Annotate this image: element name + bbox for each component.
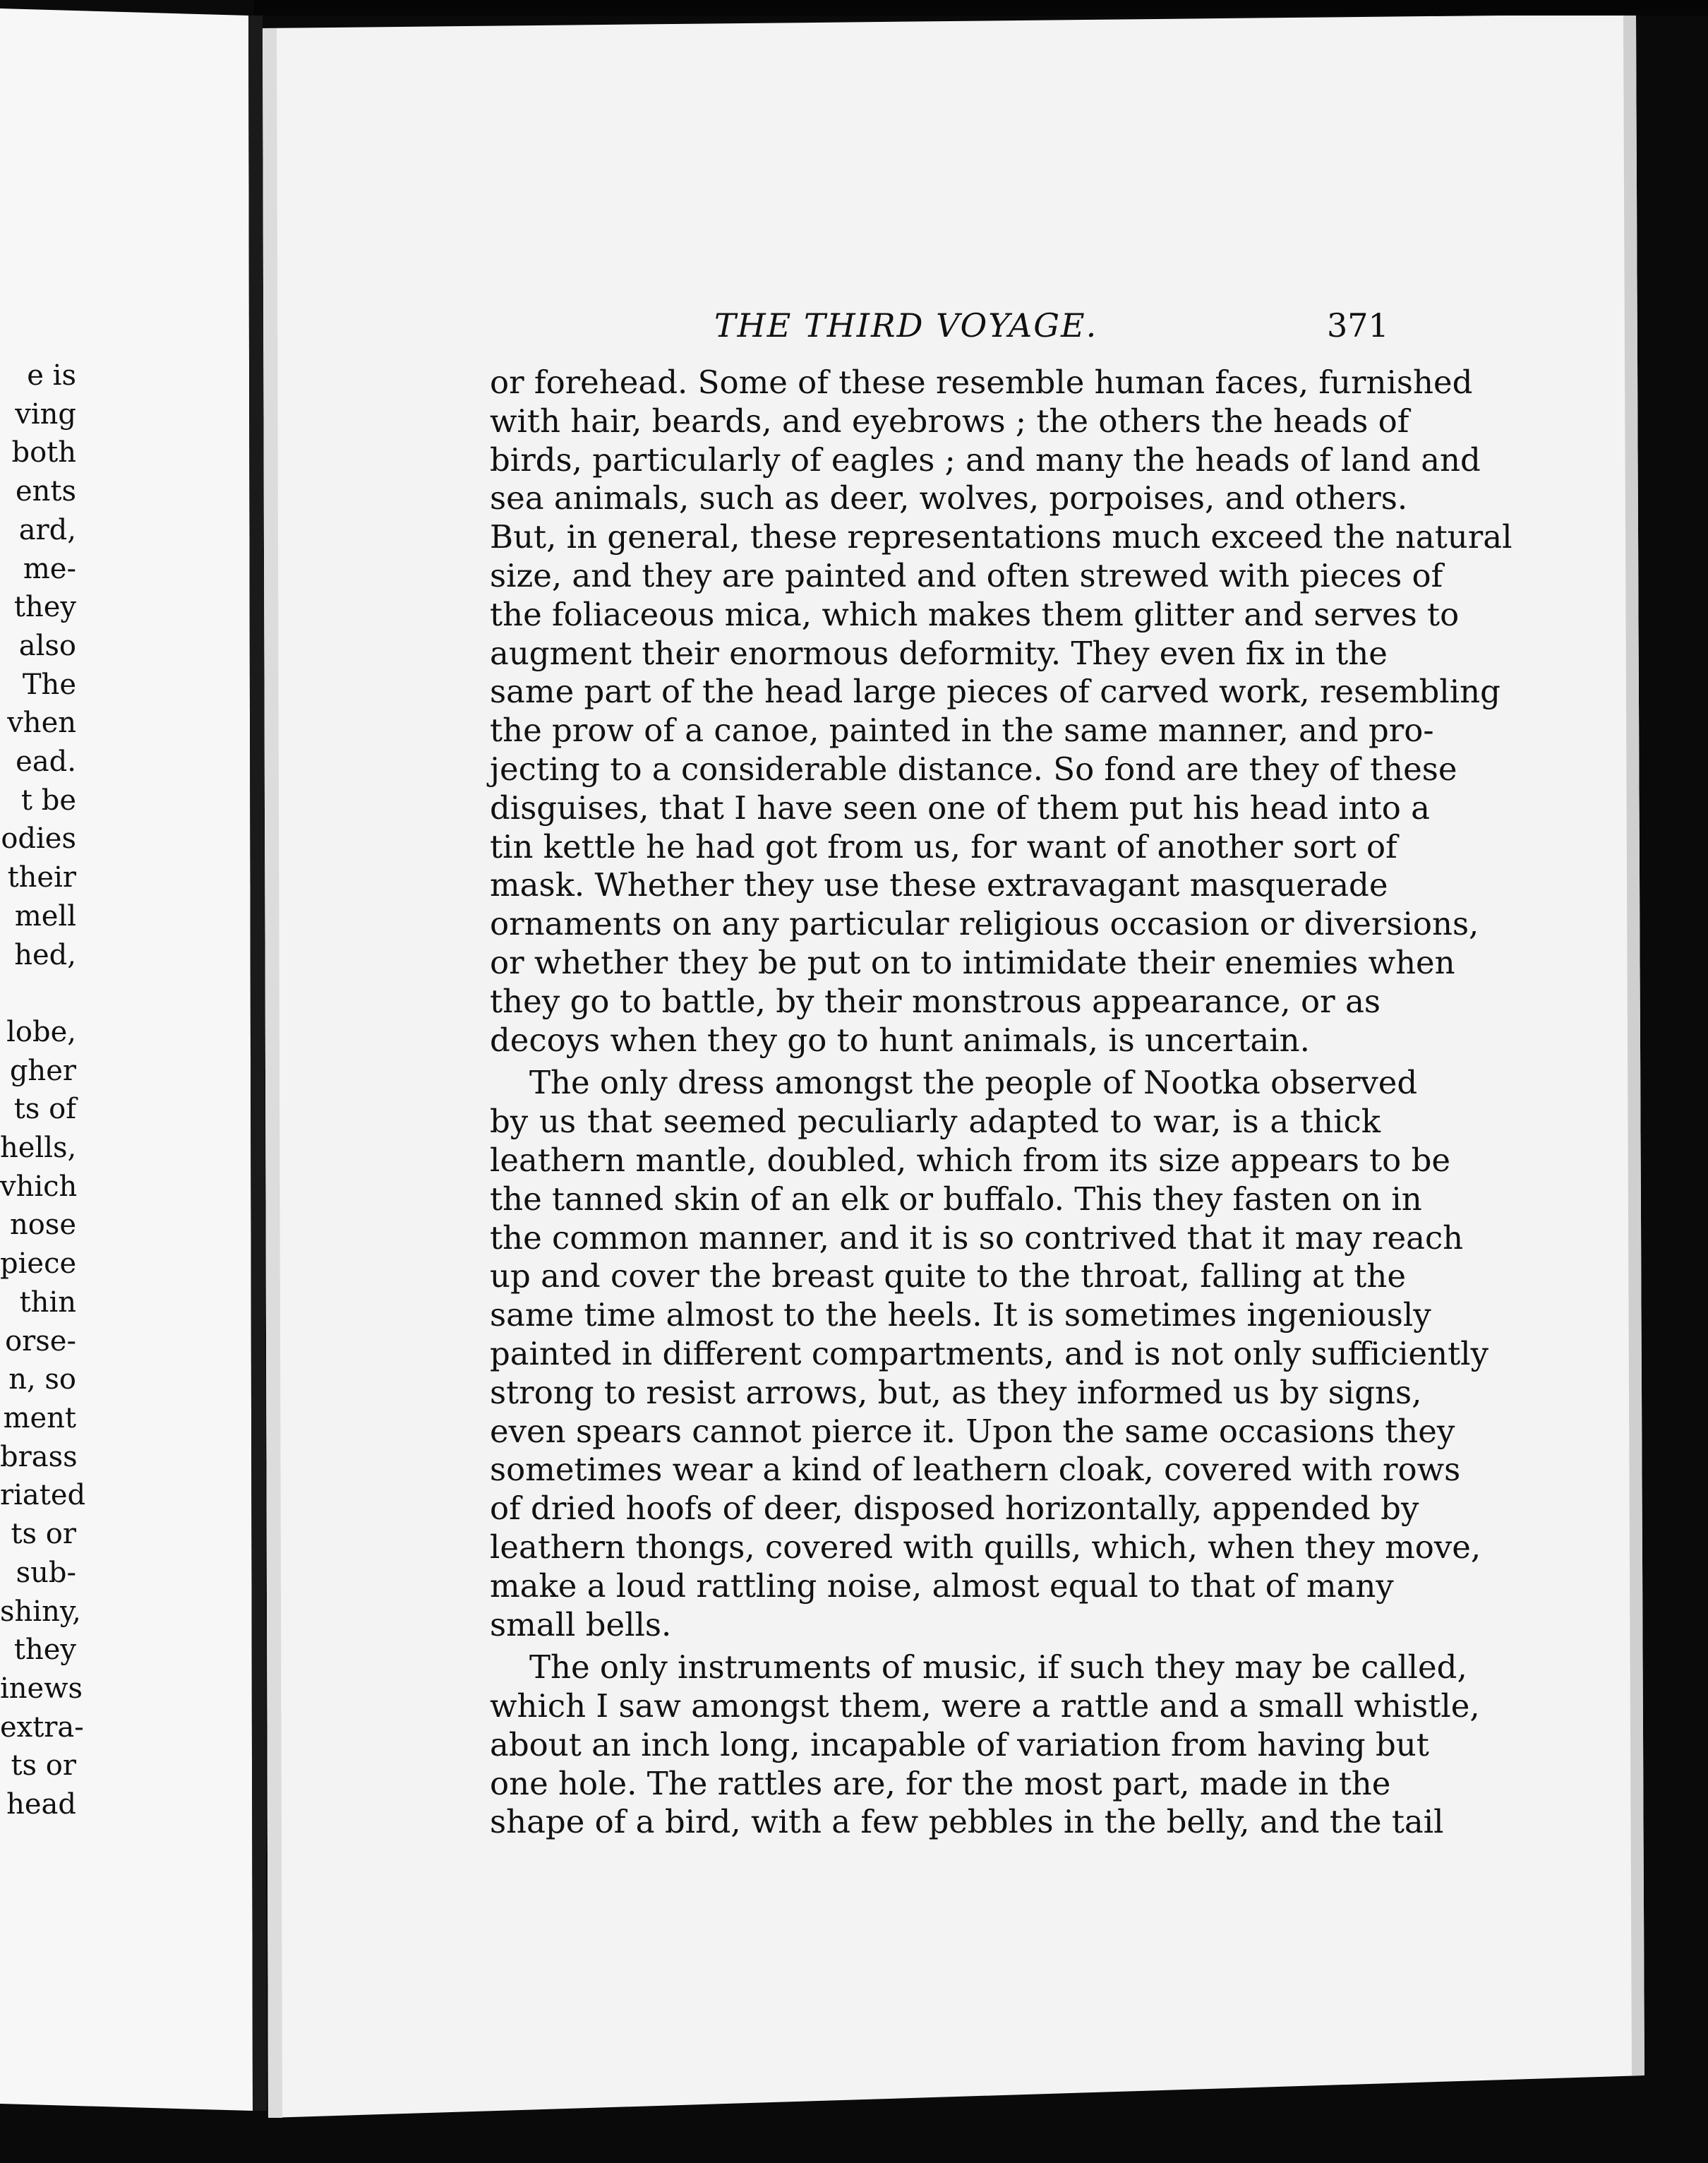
text-line: same part of the head large pieces of carved work, resembling (490, 673, 1500, 711)
text-line: augment their enormous deformity. They even fix in the (490, 634, 1388, 672)
text-line: shape of a bird, with a few pebbles in the belly, and the tail (490, 1803, 1444, 1841)
text-line: which I saw amongst them, were a rattle and a small whistle, (490, 1687, 1480, 1725)
left-page-line: vhich (0, 1170, 78, 1203)
text-line: sea animals, such as deer, wolves, porpoises, and others. (490, 479, 1408, 517)
text-line: by us that seemed peculiarly adapted to war, is a thick (490, 1103, 1381, 1141)
text-line: the foliaceous mica, which makes them glitter and serves to (490, 595, 1460, 633)
left-page-line (0, 974, 76, 1013)
left-page-line: both (11, 436, 76, 469)
left-page-line: piece (0, 1247, 77, 1281)
text-line: with hair, beards, and eyebrows ; the others the heads of (490, 402, 1409, 440)
left-page-line: extra- (0, 1710, 84, 1744)
paragraph (490, 364, 1512, 1060)
text-line: make a loud rattling noise, almost equal to that of many (490, 1566, 1394, 1605)
text-line: small bells. (490, 1605, 672, 1643)
left-page-line: their (7, 861, 76, 894)
left-page-line: inews (0, 1672, 83, 1705)
left-page-line: sub- (16, 1556, 76, 1589)
text-line: birds, particularly of eagles ; and many the heads of land and (490, 441, 1481, 479)
text-line: tin kettle he had got from us, for want of another sort of (490, 827, 1397, 865)
left-page-line: ving (15, 397, 76, 431)
left-page-line: ment (3, 1401, 76, 1434)
text-line: same time almost to the heels. It is sometimes ingeniously (490, 1296, 1431, 1334)
left-page-fragment (0, 356, 86, 1824)
text-line: disguises, that I have seen one of them put his head into a (490, 789, 1430, 827)
left-page-line: gher (9, 1054, 76, 1087)
left-page-line: n, so (8, 1363, 76, 1396)
left-page-line: ard, (18, 513, 76, 546)
left-page-line: ts or (11, 1749, 76, 1782)
text-line: the prow of a canoe, painted in the same manner, and pro- (490, 712, 1434, 750)
left-page-line: e is (27, 359, 76, 392)
text-line: or forehead. Some of these resemble human faces, furnished (490, 364, 1473, 401)
text-line: But, in general, these representations much exceed the natural (490, 518, 1512, 556)
left-page-line: nose (9, 1209, 76, 1242)
left-page-line: ts or (11, 1518, 76, 1551)
left-page-line: also (18, 629, 76, 662)
paragraph (490, 1064, 1489, 1644)
text-line: The only dress amongst the people of Nootka observed (529, 1064, 1418, 1102)
left-page-line: riated (0, 1479, 86, 1512)
text-line: even spears cannot pierce it. Upon the same occasions they (490, 1412, 1455, 1450)
left-page-line: ents (15, 475, 76, 508)
left-page-line: lobe, (6, 1015, 76, 1048)
text-line: leathern mantle, doubled, which from its size appears to be (490, 1141, 1451, 1179)
page-number: 371 (1327, 306, 1389, 344)
left-page-line: me- (23, 552, 76, 585)
running-head: THE THIRD VOYAGE. (714, 306, 1098, 344)
text-line: ornaments on any particular religious occasion or diversions, (490, 905, 1479, 943)
left-page-line: orse- (5, 1324, 76, 1358)
text-line: one hole. The rattles are, for the most part, made in the (490, 1764, 1391, 1802)
left-page-line: they (13, 1634, 76, 1667)
text-line: size, and they are painted and often strewed with pieces of (490, 556, 1443, 594)
left-page-line: brass (0, 1440, 78, 1473)
left-page-line: ead. (16, 745, 76, 779)
text-line: leathern thongs, covered with quills, which, when they move, (490, 1528, 1481, 1566)
text-line: up and cover the breast quite to the throat, falling at the (490, 1257, 1406, 1295)
left-page-line: they (13, 591, 76, 624)
body-text (490, 364, 1512, 1842)
left-page-line: hed, (14, 938, 76, 971)
left-page-line: thin (19, 1286, 76, 1319)
text-line: decoys when they go to hunt animals, is uncertain. (490, 1021, 1310, 1059)
left-page-line: vhen (7, 707, 76, 740)
left-page-line: t be (20, 784, 76, 817)
left-page-line: shiny, (0, 1595, 81, 1628)
left-page-line: odies (1, 822, 76, 856)
text-line: jecting to a considerable distance. So fond are they of these (490, 750, 1457, 788)
left-page-line: head (6, 1788, 76, 1821)
text-line: about an inch long, incapable of variation from having but (490, 1725, 1429, 1763)
left-page-line: ts of (13, 1093, 76, 1126)
text-line: the common manner, and it is so contrived that it may reach (490, 1218, 1464, 1257)
left-page-line: mell (14, 899, 76, 933)
text-line: strong to resist arrows, but, as they informed us by signs, (490, 1373, 1422, 1411)
text-line: they go to battle, by their monstrous appearance, or as (490, 982, 1381, 1020)
left-page-line: The (22, 668, 76, 701)
paragraph (490, 1648, 1480, 1842)
text-line: The only instruments of music, if such they may be called, (529, 1648, 1467, 1686)
text-line: sometimes wear a kind of leathern cloak, covered with rows (490, 1451, 1461, 1489)
text-line: or whether they be put on to intimidate their enemies when (490, 943, 1455, 981)
left-page-line: hells, (0, 1132, 77, 1165)
text-line: painted in different compartments, and is not only sufficiently (490, 1334, 1489, 1372)
text-line: the tanned skin of an elk or buffalo. This they fasten on in (490, 1180, 1422, 1218)
text-line: mask. Whether they use these extravagant masquerade (490, 866, 1388, 904)
text-line: of dried hoofs of deer, disposed horizontally, appended by (490, 1490, 1419, 1528)
